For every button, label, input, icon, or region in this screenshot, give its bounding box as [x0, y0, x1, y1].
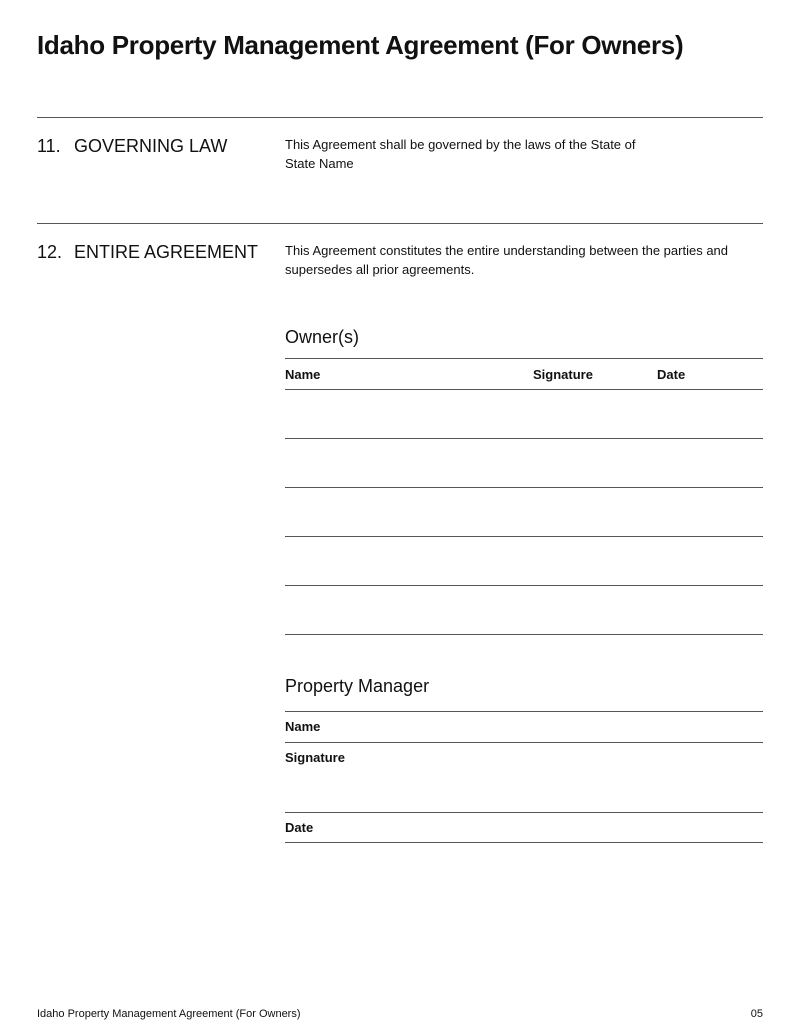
manager-signature-label: Signature — [285, 750, 345, 765]
section-title-entire-agreement: ENTIRE AGREEMENT — [74, 242, 259, 262]
manager-name-label: Name — [285, 719, 321, 734]
section-number: 12. — [37, 242, 63, 262]
owners-col-signature: Signature — [533, 367, 593, 382]
owner-signature-row[interactable] — [285, 634, 763, 635]
section-divider — [37, 117, 763, 118]
manager-date-line[interactable] — [285, 842, 763, 843]
manager-name-line[interactable] — [285, 742, 763, 743]
owners-heading: Owner(s) — [285, 327, 360, 347]
owners-header-line — [285, 389, 763, 390]
section-divider — [37, 223, 763, 224]
manager-heading: Property Manager — [285, 676, 430, 696]
owners-col-date: Date — [657, 367, 686, 382]
owner-signature-row[interactable] — [285, 585, 763, 586]
section-body-governing-law — [285, 135, 755, 173]
owner-signature-row[interactable] — [285, 438, 763, 439]
manager-signature-line[interactable] — [285, 812, 763, 813]
section-body-entire-agreement: This Agreement constitutes the entire understanding between the parties and supersedes all prior agreements. — [285, 243, 729, 277]
manager-top-line — [285, 711, 763, 712]
owner-signature-row[interactable] — [285, 487, 763, 488]
section-number: 11. — [37, 136, 61, 156]
manager-date-label: Date — [285, 820, 314, 835]
owners-table-top-line — [285, 358, 763, 359]
section-title-governing-law: GOVERNING LAW — [74, 136, 228, 156]
page-title: Idaho Property Management Agreement (For Owners) — [37, 30, 684, 60]
owners-col-name: Name — [285, 367, 321, 382]
governing-law-text: This Agreement shall be governed by the laws of the State of — [285, 137, 636, 152]
page-number: 05 — [750, 1008, 763, 1020]
state-name-field[interactable]: State Name — [285, 156, 354, 171]
owner-signature-row[interactable] — [285, 536, 763, 537]
footer-title: Idaho Property Management Agreement (For Owners) — [37, 1008, 301, 1020]
